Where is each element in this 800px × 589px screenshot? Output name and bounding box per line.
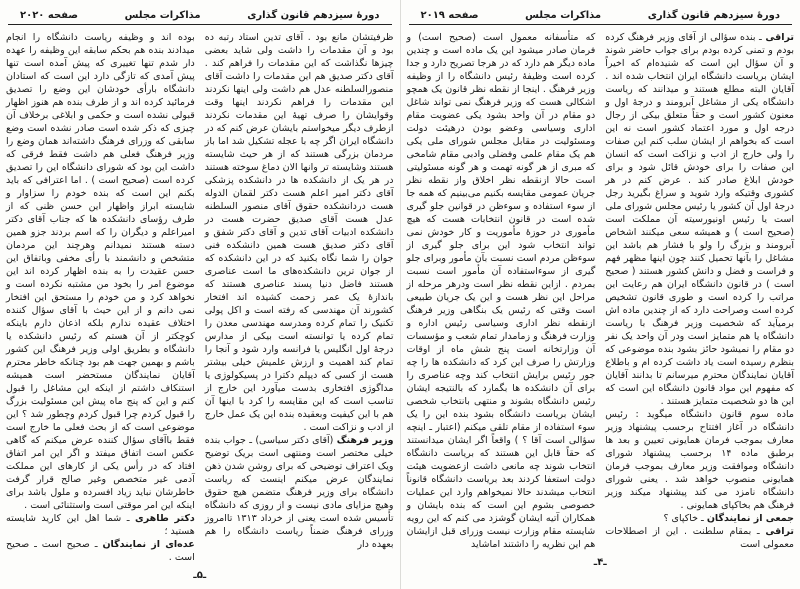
line-text: هم بود چنانکه خاطر محترم آقایان نمایندگان مستحضر — [6, 357, 195, 381]
line-text: و ملول باشد برای اینکه این امر موقتی است واستثنائی — [6, 487, 195, 511]
line-text: انتخاب شده اند . آقایان البته مطلع هستند و میدانند که — [605, 71, 794, 95]
speaker-name: دکتر طاهری — [135, 513, 195, 524]
line-text: نمیدانم وهرچند این مردمان متشخص و دانشمند با رأی — [6, 240, 195, 264]
line-text: باطلاع آقایان نمایندگان محترم میرسانم تا بدانند آقایان — [605, 357, 794, 381]
line-text: کرده است وصراحت دارد که از چندین ماده اش برمیآید — [605, 305, 794, 329]
line-text: وزرای فرهنگ ضمناً ریاست دانشگاه را هم بعهده دار — [205, 526, 394, 550]
line-text: دکتر صدیق هست همین دانشکده فنی جوان را شما نگاه — [205, 240, 394, 264]
text-column-left — [407, 31, 596, 551]
line-text: و بطریق اولی وزیر فرهنگ این کشور باشم و بهمین جهت — [6, 344, 195, 368]
speaker-name: تراقی — [765, 32, 794, 43]
text-line — [6, 539, 195, 563]
line-text: است . — [24, 500, 50, 511]
line-text: همایونی منصوب خواهد شد . یعنی شورای دانشگاه نامزد — [605, 474, 794, 498]
line-text: مأمور است نسبت بمردم . ازاین نقطه نظر است ودرهر مرحله — [407, 266, 596, 290]
speaker-name: جمعی از نمایندگان — [707, 513, 794, 524]
line-text: داشت این بود که شورای دانشگاه این را تصدیق کرده است — [6, 162, 195, 186]
publication-title: مذاکرات مجلس — [113, 10, 213, 21]
line-text: از مراحل این نظر هست و این یک جریان طبیعی است — [407, 279, 596, 316]
line-text: بکنید که در این دانشکده که از جوان ترین دانشکده‌های — [205, 253, 394, 277]
line-text: ایشان گوشزد می کنم که این رویه شایسته مقام وزارت — [407, 513, 596, 537]
line-text: در آغاز افتتاح برحسب پیشنهاد وزیر معارف بموجب — [605, 422, 794, 446]
line-text: بالنتیجه ایشان رئیس دانشگاه بشوند و منتهی بانتخاب — [407, 383, 596, 407]
line-text: که متأسفانه معمول است (صحیح است) و فرمان صادر — [407, 32, 596, 56]
line-text: و تمنی کرده بودم برای جواب حاضر شوند و آن سؤال — [605, 45, 794, 69]
line-text: دو شخصیت متمایز هستند . — [661, 396, 768, 407]
line-text: موضوع امر را بخود من مشتبه نکرده است و نخواهد کرد — [6, 279, 195, 303]
line-text: این کرد که دانشکده ها را چه جور رئیس برایش انتخاب — [407, 357, 596, 381]
line-text: و من خودم را مستحق این افتخار نمی دانم و از این حیث — [6, 292, 195, 316]
text-line — [605, 526, 794, 550]
line-text: که شخصیت وزیر فرهنگ با ریاست دانشگاه یا هم متمایز — [605, 318, 794, 342]
text-line — [24, 500, 50, 511]
page-footer-number: ـ۵ـ — [6, 570, 394, 581]
line-text: ظرفیتشان مانع بود . آقای تدین استاد رتبه ده بود و آن — [205, 32, 394, 56]
line-text: هستند که بریاست دانشگاه انتخاب شوند چه مانعی داشت — [407, 448, 596, 472]
text-line — [663, 513, 794, 524]
line-text: کنم و این که پنج ماه پیش این مسئولیت بزرگ را قبول — [6, 396, 195, 420]
line-text: که مفهوم این مواد قانون دانشگاه این است که این ها — [605, 383, 794, 407]
line-text: تشکیل شد اما باز مردمان بزرگی هستند که از هر حیث — [205, 136, 394, 160]
line-text: است همیشه استنکاف داشتم از اینکه این مشاغل را قبول — [6, 370, 195, 394]
line-text: (آقای دکتر سیاسی) ـ جواب بنده خیلی — [205, 435, 394, 459]
line-text: انسان این صفات را برای خودش قائل شود و برای خودش — [605, 149, 794, 186]
line-text: آمده است تنها پیش آمدی که تازگی دارد این است که — [6, 58, 195, 82]
page-header — [409, 6, 793, 25]
line-text: با آقای سؤال کننده اختلاف عقیده ندارم بلکه اذعان دارم — [6, 305, 195, 329]
line-text: ماده سوم قانون دانشگاه میگوید : رئیس دانشگاه — [605, 409, 794, 433]
line-text: (صحیح است ) و همیشه سعی میکنند اشخاص آبرومند و — [605, 227, 794, 251]
text-line — [661, 396, 768, 407]
line-text: بایشان عرض کنم که در دانشگاه ایران اگر چه با عجله — [205, 123, 394, 147]
line-text: عمل خارج از ادب و نزاکت است . — [205, 409, 394, 433]
line-text: را تمام کند اهمیت و ارزش علمیش خیلی بیشتر هست از — [205, 344, 394, 381]
speaker-name: وزیر فرهنگ — [337, 435, 394, 446]
text-column-right — [205, 31, 394, 564]
line-text: نیست وزرای قبل ازایشان هم این نظریه را داشتند اماشاید — [407, 526, 596, 550]
line-text: متخصص وغیر صالح قرار گرفت خاطرشان نباید زیاد افسرده — [6, 474, 195, 498]
line-text: بنده موضوعی که بنظرم رسیده است یاد داشت کرده ام و — [605, 344, 794, 368]
line-text: استفاده از مقام تلقی میکنم (اعتبار ـ اینچه سؤالی است — [407, 422, 596, 446]
line-text: می کند پیشنهاد میکند وزیر فرهنگ هم بخاکپای همایونی . — [605, 487, 794, 511]
line-text: سلب کنم این صفات را ولی خارج از ادب و نزاکت است که — [605, 136, 794, 160]
line-text: در هر یک از دانشکده ها در دانشکده پزشکی آقای دکتر — [205, 175, 394, 199]
line-text: شخصی ایشان بریاست دانشگاه بشود بنده این را یک سوء — [407, 396, 596, 433]
line-text: استادان دانشگاه بارأی خودشان این وضع را تصدیق فرمائید — [6, 71, 195, 108]
line-text: حقوق وهیچ مزایای مادی نیست و از روزی که دانشگاه — [205, 487, 394, 511]
line-text: ـ شما اهل این کارید شایسته هستید ؛ — [6, 513, 195, 537]
text-columns — [6, 31, 394, 564]
session-title: دورهٔ سیزدهم قانون گذاری — [235, 10, 391, 21]
line-text: انتخاب شود این برای جلو گیری از سوءظن مردم است — [407, 240, 596, 264]
text-line — [6, 513, 195, 537]
line-text: شایسته هستند وشایسته تر وانها الان دماغ سوخته هستند — [205, 149, 394, 173]
line-text: که در هرجا تصریح دارد و جدا کرده است وظیفهٔ رئیس — [407, 58, 596, 82]
line-text: را صرف تهیهٔ این مقدمات نکردند ازطرف دیگر میخواستم — [205, 110, 394, 134]
line-text: کنند چون اینها مظهر فهم و فراست و فضل و دانش — [605, 253, 794, 277]
page-number: صفحه ۲۰۲۰ — [8, 10, 90, 21]
text-column-left — [6, 31, 195, 564]
line-text: که از طرف رؤسای دانشکده ها که جناب آقای دکتر — [6, 201, 195, 225]
line-text: را داشت آقای منصورالسلطنه عدل هم داشت ولی اینها — [205, 71, 394, 95]
line-text: ابلاغ صادر کند . عرض کنم در هر کشوری وقتیکه وارد — [605, 175, 794, 199]
line-text: که مبری از هر گونه تهمت و هر گونه مسئولیتی است — [407, 162, 596, 186]
line-text: قانوناً انتخاب میشدند حالا نمیخواهم وارد این عملیات — [407, 474, 596, 498]
line-text: کسی که دیپلم دکترا در پسیکولوژی یا مداگوژی افتخاری — [205, 370, 394, 394]
line-text: قانون یک همچو اشکالی هست که وزیر فرهنگ نمی تواند — [407, 84, 596, 108]
line-text: از مدارس درجهٔ اول انگلیس یا فرانسه وارد شود و آنجا — [205, 331, 394, 355]
session-title: دورهٔ سیزدهم قانون گذاری — [636, 10, 792, 21]
line-text: بزرگ را ولو با فشار هم باشد این مشاغل را بآنها تحمیل — [605, 240, 794, 264]
line-text: همان وضع را وزیر فرهنگ فعلی هم داشت فقط فرقی که — [6, 136, 195, 160]
line-text: پیشنهاد شورای دانشگاه وموافقت وزیر معارف بموجب فرمان — [605, 448, 794, 472]
line-text: کشور هستند ( صحیح است ) در قانون دانشگاه ایران هم — [605, 266, 794, 290]
line-text: مخفی وباتفاق این حسن عقیدت را به بنده اظهار کرده اند این — [6, 253, 195, 277]
line-text: نسبت بآن مأمور وبرای جلو گیری از سوءاستفاده آن — [407, 253, 596, 277]
line-text: فرمان همایونی تعیین و بعد ها برطبق ماده ۱۴ برحسب — [605, 435, 794, 459]
line-text: کرده اند و از طرف بنده هم هنوز اظهار قبولی نشده است — [6, 97, 195, 121]
line-text: این است که شنیده‌ام که اخیراً ایشان بریاست دانشگاه ایران — [605, 58, 794, 82]
line-text: صادر نشده است وضع سابقی که وزرای فرهنگ داشته‌اند — [6, 123, 195, 147]
page-footer-number: ـ۴ـ — [407, 557, 795, 568]
page-header — [8, 6, 392, 25]
line-text: شورای ملی یکی هم یک مقام علمی وفضلی وادبی مقام شامخی — [407, 136, 596, 160]
line-text: مقدمات را فراهم کند . آقای دکتر صدیق هم این مقدمات — [205, 58, 394, 82]
line-text: شوید و سراغ بگیرید رجل درجهٔ اول آن کشور یا رئیس — [605, 188, 794, 212]
line-text: مختصر است ومنتهی است بریک توضیح ویک اعتراف توضیحی — [205, 448, 394, 472]
line-text: ما است عناصری هستند فاضل دنیا پسند عناصری هستند — [205, 266, 394, 290]
line-text: دانشگاه را از وظیفه وزیر فرهنگ . اینجا از نقطه نظر — [407, 71, 596, 95]
line-text: باینکه کوچکتر از آن هستم که رئیس دانشکده یا دانشگاه — [6, 318, 195, 355]
text-column-right — [605, 31, 794, 551]
line-text: میشود این یک ماده است و چندین ماده دیگر هم دارد — [407, 45, 596, 69]
line-text: در دانشکده ادبیات آقای تدین و آقای دکتر شفق و آقای — [205, 214, 394, 251]
line-text: بدست میآورد این خارج از تناسب است که این مقایسه — [205, 383, 394, 407]
speaker-name: تراقی — [765, 526, 794, 537]
line-text: مورد اعتماد کشور است نه این است که بخواهم از ایشان — [605, 123, 794, 147]
line-text: مقدمات را داشت ولی شاید بعضی چیزها نگذاشت که این — [205, 45, 394, 69]
line-text: بحکم سابقه این وظیفه را عهده دار شدم تنها تغییری که پیش — [6, 45, 195, 69]
line-text: ازعضویت هیئت دولت استعفا کردند بعد بریاست دانشگاه — [407, 461, 596, 485]
line-text: مهندسی که رفته است و اکل پولی تکنیک را تمام کرده — [205, 305, 394, 329]
line-text: وقتی که رئیس یک بنگاهی وزیر فرهنگ ازنقطه نظر اداری — [407, 305, 596, 329]
line-text: کردم چرا قبول کردم وچطور شد ؟ این موضوعی است که — [6, 409, 195, 433]
line-text: ومدرسه مهندسی معدن را تمام کرده یا توانسته است بیکی — [205, 318, 394, 342]
line-text: قوانین جلو گیری شده است در قانون انتخابات هست که — [407, 201, 596, 225]
line-text: تأسیس شده است یعنی از خرداد ۱۳۱۳ تاامروز — [205, 513, 394, 524]
line-text: که برای روشن شدن ذهن نمایندگان عرض میکنم اینست — [205, 461, 394, 485]
line-text: ـ خاکپای ؟ — [663, 513, 706, 524]
line-text: شاغل دو مقام در آن واحد بشود یکی عضویت مقام اداری — [407, 97, 596, 134]
line-text: افتاد که در رأس یکی از کارهای این مملکت آدمی غیر — [6, 461, 195, 485]
line-text: رعایت این مراتب را کرده است و طوری قانون تشخیص — [605, 279, 794, 303]
line-text: وسیاسی رئیس اداره و وزارت فرهنگ و زمامدار تمام شعب و مؤسسات — [407, 318, 596, 342]
speaker-name: عده‌ای از نمایندگان — [102, 539, 194, 550]
line-text: هیچ مأموری در حوزهٔ مأموریت و کار خودش نمی تواند — [407, 214, 596, 251]
line-text: آقای منصور السلطنه عدل هست آقای صدیق حضرت هست — [205, 201, 394, 225]
line-text: نکردند این مقدمات را فراهم نکردند اینها وقت وقوایشان — [205, 84, 394, 121]
line-text: مجلس شورای ملی است یا رئیس اونیورسیته آن مملکت است — [605, 201, 794, 225]
line-text: کند وچه عناصری را برای آن دانشکده ها بگمارد که — [407, 370, 596, 394]
line-text: که باندازهٔ یک عمر زحمت کشیده اند افتخار کشورند آن — [205, 279, 394, 316]
line-text: معنون کشور است و حقاً متعلق بیکی از رجال درجه اول و — [605, 110, 794, 134]
line-text: بنده خودم را سزاوار و شایسته ابراز واظهار این حسن ظنی — [6, 188, 195, 212]
line-text: از بحث فعلی ما خارج است فقط باآقای سؤال کننده عرض — [6, 422, 195, 446]
line-text: است ودر آن واحد یک نفر دو مقام را نمیشود حائز بشود — [605, 331, 794, 355]
text-line — [205, 513, 394, 524]
line-text: امیر اعلم هست دکتر لقمان الدوله هست دردانشکده حقوق — [205, 188, 394, 212]
line-text: ـ صحیح است ـ صحیح است . — [6, 539, 195, 563]
line-text: حالا ازنقطه نظر اخلاق واز نقطه نظر جریان عمومی مقایسه — [407, 175, 596, 199]
line-text: ـ بمقام سلطنت . این از اصطلاحات معمولی است — [605, 526, 794, 550]
line-text: میکنم که گاهی عکس است اتفاق میفتد و اگر این امر اتفاق — [6, 435, 195, 459]
publication-title: مذاکرات مجلس — [513, 10, 613, 21]
line-text: را کرد با اینها آن هم با این کیفیت وبعقیده بنده این یک — [205, 396, 394, 420]
line-text: که ریاست دانشگاه برای وزیر فرهنگ متضمن هیچ — [205, 474, 394, 498]
page-number: صفحه ۲۰۱۹ — [409, 10, 491, 21]
page-2019 — [401, 0, 800, 589]
line-text: خصوصی بشوم این است که بنده بایشان و همکاران آتیه — [407, 500, 596, 524]
line-text: امیراعلم و دیگران را که اسم بردند جزو همین دسته هستند — [6, 227, 195, 251]
line-text: (صحیح است ) . اما اعترافی که باید بکنم این است که — [6, 175, 195, 199]
text-columns — [407, 31, 795, 551]
line-text: ـ بنده سؤالی از آقای وزیر فرهنگ کرده بودم — [605, 32, 794, 56]
line-text: بکنیم می‌بینیم که همه جا از سوء استفاده و سوءظن در — [407, 188, 596, 212]
line-text: وسیاسی وعضو بودن درهیئت دولت ومسئولیت در مقابل مجلس — [407, 123, 596, 147]
line-text: ریاست دانشگاه یکی از مشاغل آبرومند و درجهٔ اول و — [605, 84, 794, 108]
line-text: آن وزارتخانه است پنج شش ماه از اوقات وزارتش را صرف — [407, 344, 596, 368]
text-line — [205, 526, 394, 550]
line-text: آقا ؟ ) واقعاً اگر ایشان میدانستند که حقاً قابل این — [407, 435, 596, 459]
line-text: و حکمی و ابلاغی برخلاف آن چیزی که ذکر شده است — [6, 110, 195, 134]
line-text: بوده اند و وظیفه ریاست دانشگاه را انجام میدادند بنده هم — [6, 32, 195, 56]
